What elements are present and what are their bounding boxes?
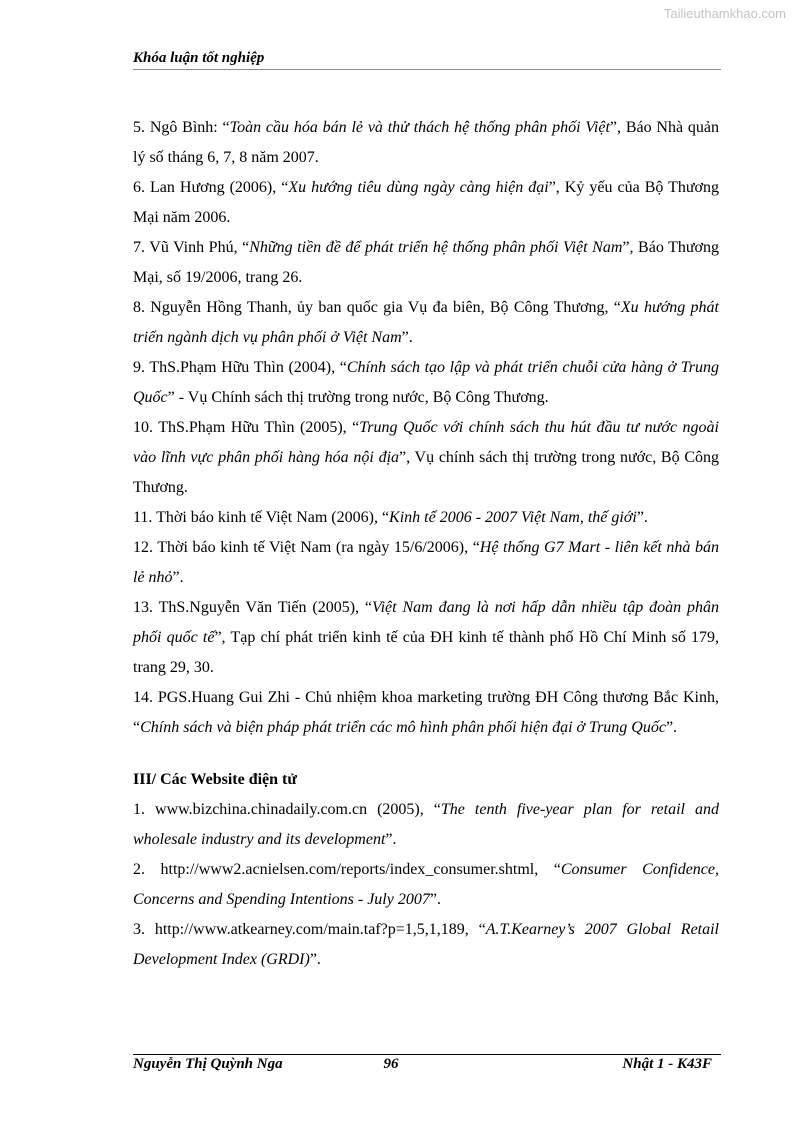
website-url[interactable]: 3. http://www.atkearney.com/main.taf?p=1,5,1,189, “ (133, 921, 486, 938)
reference-source: ”, Tạp chí phát triển kinh tế của ĐH kinh tế thành phố Hồ Chí Minh số 179, trang 29, 30. (133, 629, 720, 676)
reference-item (133, 503, 719, 533)
website-item (133, 855, 719, 915)
website-url[interactable]: 1. www.bizchina.chinadaily.com.cn (2005), “ (133, 801, 441, 818)
reference-item (133, 593, 719, 683)
reference-item (133, 173, 719, 233)
reference-source: ”, Báo Nhà quản lý số tháng 6, 7, 8 năm 2007. (133, 119, 720, 166)
reference-authors: 14. PGS.Huang Gui Zhi - Chủ nhiệm khoa marketing trường ĐH Công thương Bắc Kinh, “ (133, 689, 719, 736)
reference-authors: 10. ThS.Phạm Hữu Thìn (2005), “ (133, 419, 360, 436)
reference-title: Trung Quốc với chính sách thu hút đầu tư nước ngoài vào lĩnh vực phân phối hàng hóa nội địa (133, 419, 719, 466)
website-url[interactable]: 2. http://www2.acnielsen.com/reports/index_consumer.shtml, “ (133, 861, 561, 878)
website-item (133, 915, 719, 975)
section-heading-websites: III/ Các Website điện tử (133, 771, 297, 788)
reference-item (133, 413, 719, 503)
reference-authors: 5. Ngô Bình: “ (133, 119, 230, 136)
reference-authors: 9. ThS.Phạm Hữu Thìn (2004), “ (133, 359, 347, 376)
website-item (133, 795, 719, 855)
reference-item (133, 353, 719, 413)
reference-source: ”. (665, 719, 678, 736)
running-header-title: Khóa luận tốt nghiệp (133, 50, 265, 66)
website-suffix: ”. (309, 951, 321, 968)
reference-title: Kinh tế 2006 - 2007 Việt Nam, thế giới (389, 509, 637, 526)
page-number-value: 96 (383, 1056, 399, 1072)
reference-authors: 13. ThS.Nguyễn Văn Tiến (2005), “ (133, 599, 373, 616)
website-suffix: ”. (429, 891, 441, 908)
reference-title: Chính sách và biện pháp phát triển các mô hình phân phối hiện đại ở Trung Quốc (140, 719, 666, 736)
footer-class-code: Nhật 1 - K43F (622, 1056, 712, 1072)
reference-source: ”, Vụ chính sách thị trường trong nước, Bộ Công Thương. (133, 449, 719, 496)
reference-title: Xu hướng phát triển ngành dịch vụ phân phối ở Việt Nam (133, 299, 719, 346)
footer-author: Nguyễn Thị Quỳnh Nga (133, 1056, 283, 1072)
reference-source: ” - Vụ Chính sách thị trường trong nước, Bộ Công Thương. (167, 389, 549, 406)
reference-authors: 11. Thời báo kinh tế Việt Nam (2006), “ (133, 509, 390, 526)
reference-item (133, 293, 719, 353)
reference-title: Những tiền đề để phát triển hệ thống phân phối Việt Nam (249, 239, 623, 256)
reference-title: Hệ thống G7 Mart - liên kết nhà bán lẻ nhỏ (133, 539, 720, 586)
reference-source: ”. (172, 569, 184, 586)
header-divider (133, 69, 721, 70)
reference-authors: 12. Thời báo kinh tế Việt Nam (ra ngày 15/6/2006), “ (133, 539, 480, 556)
reference-source: ”, Báo Thương Mại, số 19/2006, trang 26. (133, 239, 719, 286)
reference-authors: 6. Lan Hương (2006), “ (133, 179, 289, 196)
website-title: Consumer Confidence, Concerns and Spending Intentions - July 2007 (133, 861, 720, 908)
website-title: The tenth five-year plan for retail and wholesale industry and its development (133, 801, 719, 848)
reference-item (133, 683, 719, 743)
reference-item (133, 113, 719, 173)
reference-title: Toàn cầu hóa bán lẻ và thử thách hệ thống phân phối Việt (229, 119, 610, 136)
reference-source: ”, Kỷ yếu của Bộ Thương Mại năm 2006. (133, 179, 719, 226)
reference-item (133, 233, 719, 293)
reference-source: ”. (401, 329, 413, 346)
reference-authors: 7. Vũ Vinh Phú, “ (133, 239, 250, 256)
reference-source: ”. (636, 509, 648, 526)
reference-title: Chính sách tạo lập và phát triển chuỗi cửa hàng ở Trung Quốc (133, 359, 719, 406)
reference-list (133, 113, 719, 975)
reference-title: Xu hướng tiêu dùng ngày càng hiện đại (288, 179, 549, 196)
footer-divider (133, 1054, 721, 1055)
reference-authors: 8. Nguyễn Hồng Thanh, ủy ban quốc gia Vụ đa biên, Bộ Công Thương, “ (133, 299, 621, 316)
reference-title: Việt Nam đang là nơi hấp dẫn nhiều tập đoàn phân phối quốc tế (133, 599, 719, 646)
website-title: A.T.Kearney’s 2007 Global Retail Development Index (GRDI) (133, 921, 720, 968)
reference-item (133, 533, 719, 593)
website-suffix: ”. (385, 831, 397, 848)
watermark: Tailieuthamkhao.com (663, 6, 786, 21)
